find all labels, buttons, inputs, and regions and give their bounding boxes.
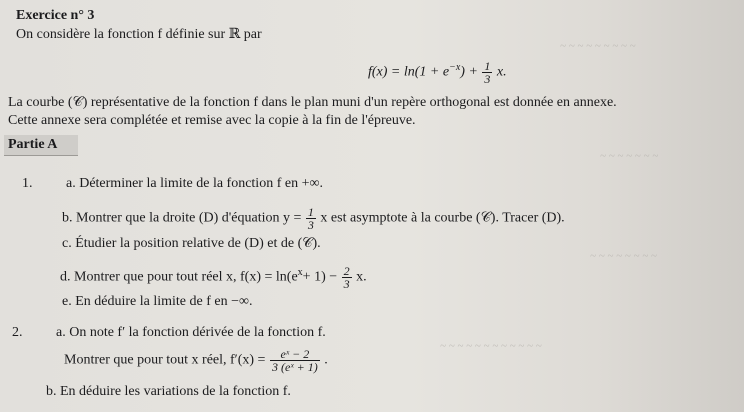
- question-1a: a. Déterminer la limite de la fonction f en +∞.: [66, 176, 323, 191]
- question-2a-derivative: Montrer que pour tout x réel, f′(x) = $\frac{\text{eˣ − 2}}{\text{3 (eˣ + 1)}}$ .: [64, 347, 328, 374]
- paragraph-annex: Cette annexe sera complétée et remise avec la copie à la fin de l'épreuve.: [8, 113, 416, 128]
- question-1-number: 1.: [22, 176, 33, 191]
- paragraph-curve: La courbe (𝒞) représentative de la fonction f dans le plan muni d'un repère orthogonal est donnée en annexe.: [8, 95, 617, 110]
- exercise-title: Exercice n° 3: [16, 8, 95, 23]
- bleed-through-text: ~ ~ ~ ~ ~ ~ ~ ~ ~: [560, 40, 636, 52]
- question-2b: b. En déduire les variations de la fonction f.: [46, 384, 291, 399]
- bleed-through-text: ~ ~ ~ ~ ~ ~ ~ ~: [590, 250, 657, 262]
- question-1c: c. Étudier la position relative de (D) et de (𝒞).: [62, 236, 321, 251]
- fraction: $\frac{1}{3}$: [307, 205, 314, 232]
- question-1b: b. Montrer que la droite (D) d'équation y = $\frac{1}{3}$ x est asymptote à la courbe (𝒞). Tracer (D).: [62, 205, 565, 232]
- intro-text: On considère la fonction f définie sur ℝ par: [16, 27, 262, 42]
- fraction: $\frac{1}{3}$: [484, 59, 491, 86]
- part-heading: Partie A: [4, 135, 78, 156]
- question-2a: a. On note f′ la fonction dérivée de la fonction f.: [56, 325, 326, 340]
- function-definition: $f(x) = \ln(1 + e^{-x})$ + $\frac{1}{3}$ x.: [368, 59, 507, 86]
- fraction: $\frac{\text{eˣ − 2}}{\text{3 (eˣ + 1)}}$: [271, 347, 318, 374]
- question-2-number: 2.: [12, 325, 23, 340]
- bleed-through-text: ~ ~ ~ ~ ~ ~ ~ ~ ~ ~ ~ ~: [440, 340, 542, 352]
- question-1e: e. En déduire la limite de f en −∞.: [62, 294, 253, 309]
- bleed-through-text: ~ ~ ~ ~ ~ ~ ~: [600, 150, 659, 162]
- fraction: $\frac{2}{3}$: [343, 264, 350, 291]
- question-1d: d. Montrer que pour tout réel x, $f(x) = \ln(e^x+ 1)$ − $\frac{2}{3}$ x.: [60, 264, 367, 291]
